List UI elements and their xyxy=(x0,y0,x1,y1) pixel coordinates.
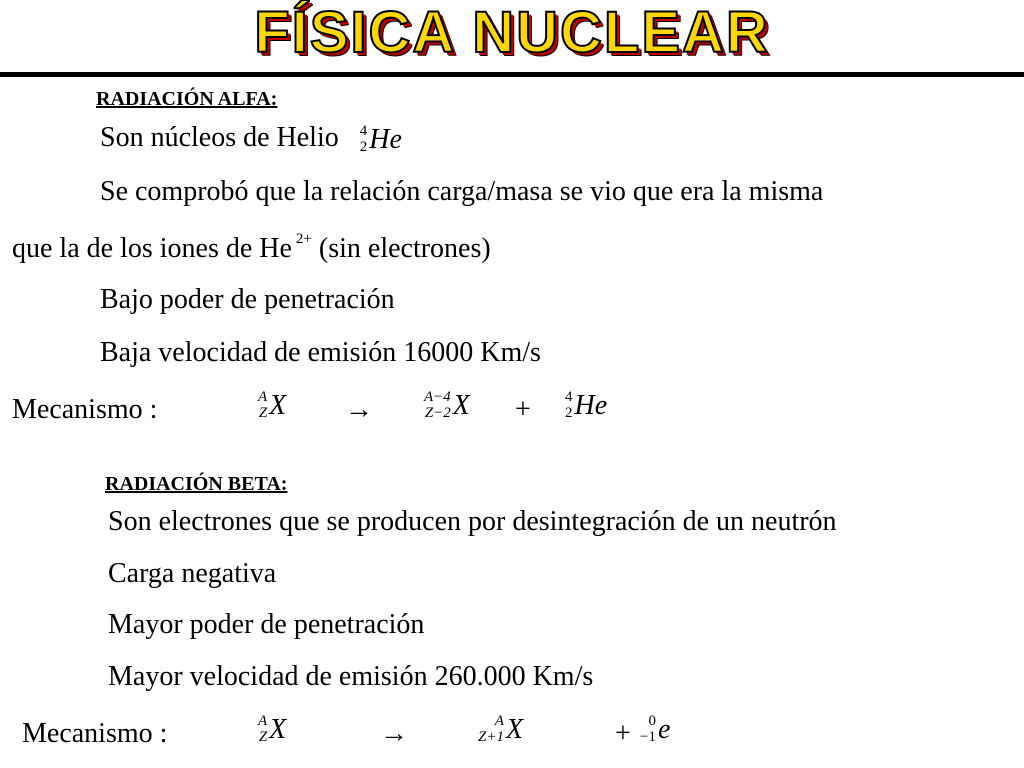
beta-line-1: Son electrones que se producen por desintegración de un neutrón xyxy=(108,506,837,537)
alpha-product-symbol: X xyxy=(452,389,470,421)
beta-reactant-mass: A xyxy=(258,713,268,729)
alpha-reactant-nuclide xyxy=(258,390,286,422)
beta-line-2: Carga negativa xyxy=(108,558,277,589)
beta-product-nuclide xyxy=(478,714,523,746)
alpha-particle-atomic: 2 xyxy=(565,404,573,421)
beta-arrow-icon: → xyxy=(380,718,408,749)
alpha-heading: RADIACIÓN ALFA: xyxy=(96,88,278,110)
alpha-line-4: Bajo poder de penetración xyxy=(100,284,395,315)
beta-product-mass: A xyxy=(494,713,504,729)
beta-heading: RADIACIÓN BETA: xyxy=(105,473,288,495)
alpha-line-1 xyxy=(100,124,402,156)
beta-product-atomic: Z+1 xyxy=(478,728,504,745)
alpha-product-nuclide xyxy=(424,390,470,422)
alpha-product-atomic: Z−2 xyxy=(424,404,451,421)
alpha-mechanism-label: Mecanismo : xyxy=(12,394,158,425)
alpha-particle-mass: 4 xyxy=(565,389,573,405)
beta-mechanism-label: Mecanismo : xyxy=(22,718,168,749)
alpha-product-mass: A−4 xyxy=(424,389,451,405)
beta-reactant-symbol: X xyxy=(269,713,287,745)
helium-symbol: He xyxy=(369,123,402,155)
alpha-reactant-atomic: Z xyxy=(258,404,268,421)
alpha-line-3-note: (sin electrones) xyxy=(318,233,491,264)
alpha-line-1-text: Son núcleos de Helio xyxy=(100,122,339,154)
alpha-arrow-icon: → xyxy=(345,394,373,425)
alpha-particle-symbol: He xyxy=(574,389,608,421)
helium-mass-number: 4 xyxy=(359,123,368,139)
alpha-reactant-mass: A xyxy=(258,389,268,405)
page-title: FÍSICA NUCLEAR xyxy=(254,0,770,65)
alpha-particle-nuclide xyxy=(565,390,607,422)
title-divider xyxy=(0,72,1024,77)
helium-ion-charge: 2+ xyxy=(295,231,312,247)
alpha-line-2: Se comprobó que la relación carga/masa se vio que era la misma xyxy=(100,176,824,207)
electron-mass: 0 xyxy=(648,713,656,729)
electron-symbol: e xyxy=(657,713,671,745)
electron-charge: −1 xyxy=(640,728,656,745)
beta-reactant-atomic: Z xyxy=(258,728,268,745)
helium-nuclide xyxy=(360,124,402,156)
alpha-line-3 xyxy=(12,232,491,263)
beta-product-symbol: X xyxy=(505,713,524,745)
beta-line-3: Mayor poder de penetración xyxy=(108,609,425,640)
beta-line-4: Mayor velocidad de emisión 260.000 Km/s xyxy=(108,661,594,692)
helium-atomic-number: 2 xyxy=(359,138,368,155)
alpha-reactant-symbol: X xyxy=(269,389,287,421)
beta-plus: + xyxy=(615,718,631,749)
alpha-plus: + xyxy=(515,394,531,425)
alpha-line-3-text: que la de los iones de He xyxy=(12,233,292,264)
alpha-line-5: Baja velocidad de emisión 16000 Km/s xyxy=(100,337,541,368)
beta-reactant-nuclide xyxy=(258,714,286,746)
electron-nuclide xyxy=(640,714,670,746)
